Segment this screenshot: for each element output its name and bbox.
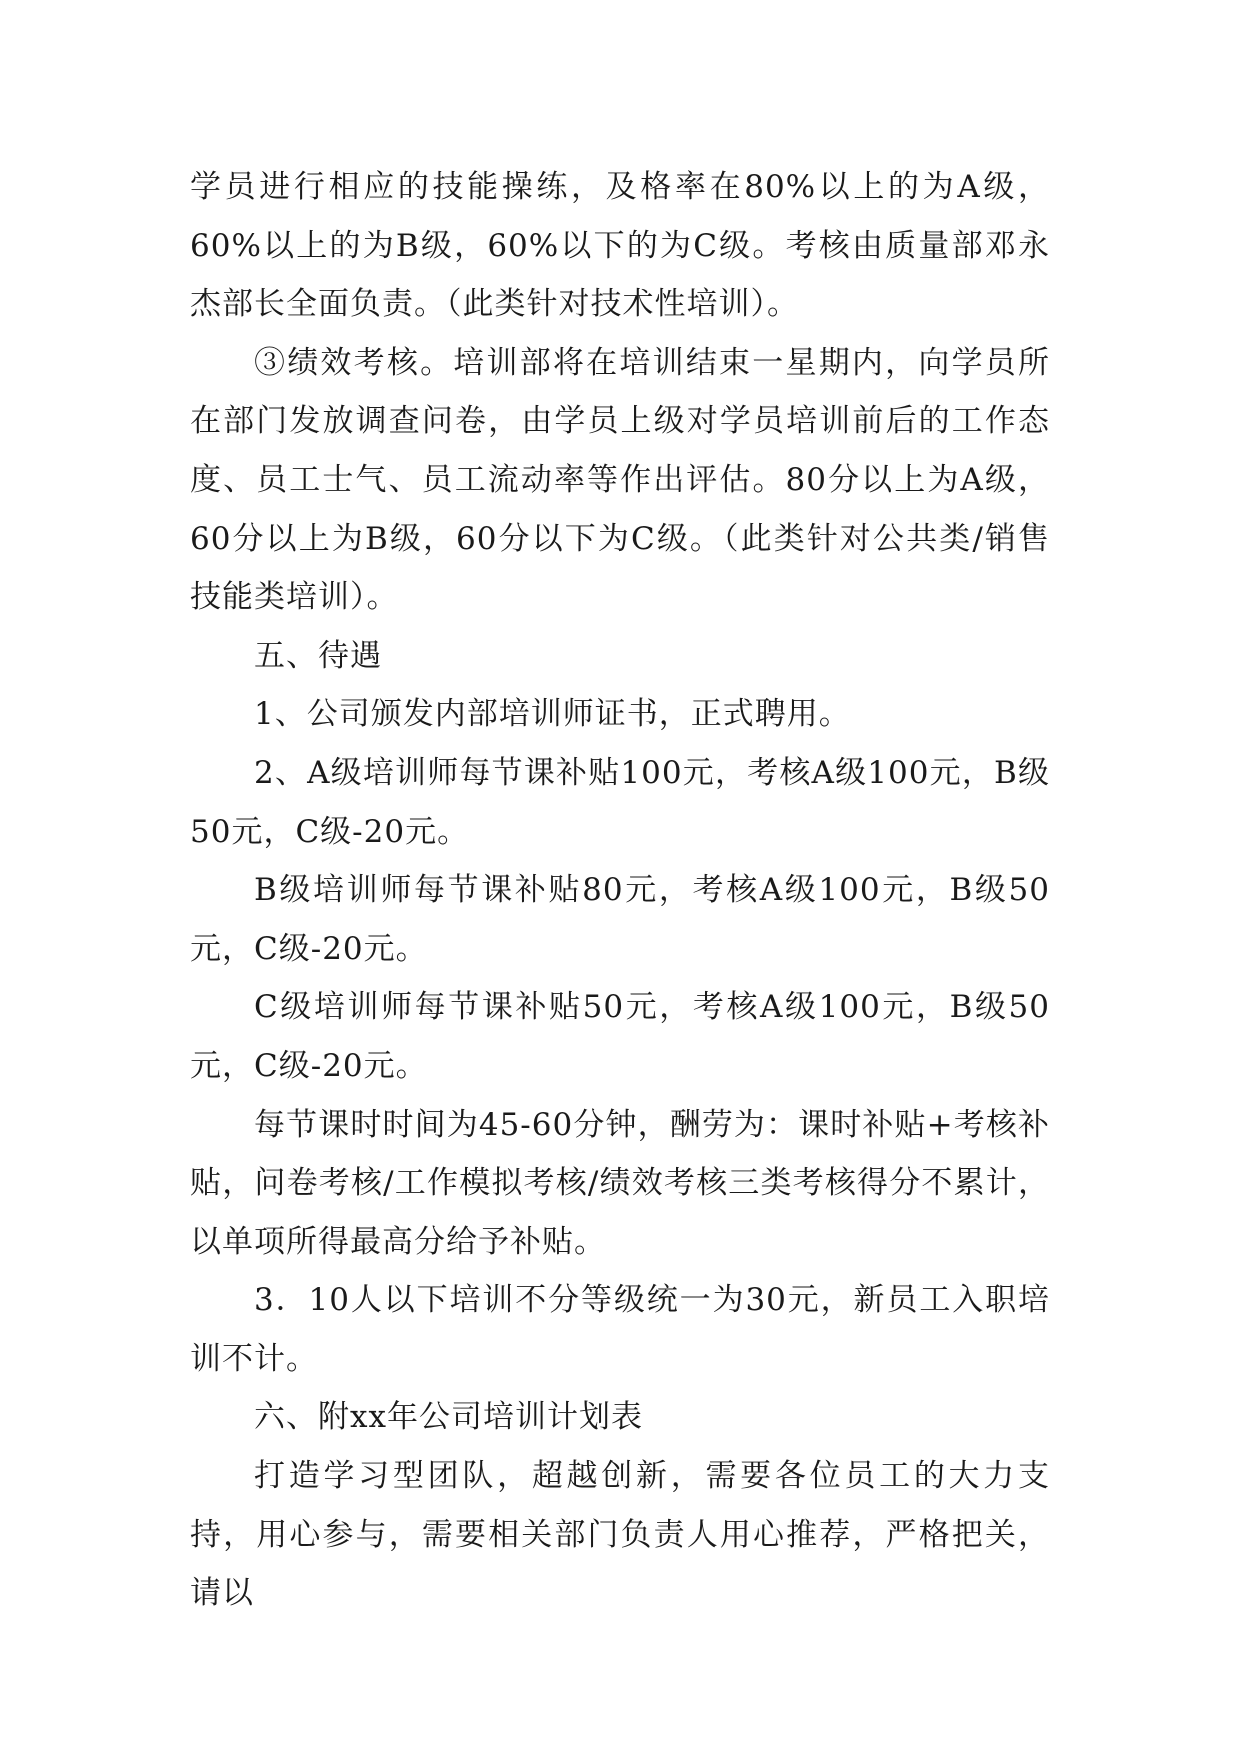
paragraph-a-level-subsidy: 2、A级培训师每节课补贴100元，考核A级100元，B级50元，C级-20元。: [190, 754, 1050, 850]
paragraph-b-level-subsidy: B级培训师每节课补贴80元，考核A级100元，B级50元，C级-20元。: [190, 872, 1050, 967]
paragraph-session-duration: 每节课时时间为45-60分钟，酬劳为：课时补贴+考核补贴，问卷考核/工作模拟考核/绩效考核三类考核得分不累计，以单项所得最高分给予补贴。: [190, 1106, 1050, 1260]
paragraph-small-group: 3．10人以下培训不分等级统一为30元，新员工入职培训不计。: [190, 1282, 1050, 1377]
section-heading-benefits: 五、待遇: [254, 637, 382, 674]
paragraph-performance-assessment: ③绩效考核。培训部将在培训结束一星期内，向学员所在部门发放调查问卷，由学员上级对学员培训前后的工作态度、员工士气、员工流动率等作出评估。80分以上为A级，60分以上为B级，60分以下为C级。（此类针对公共类/销售技能类培训）。: [190, 344, 1050, 616]
section-heading-training-plan: 六、附xx年公司培训计划表: [254, 1399, 643, 1436]
paragraph-assessment-continued: 学员进行相应的技能操练，及格率在80%以上的为A级，60%以上的为B级，60%以下的为C级。考核由质量部邓永杰部长全面负责。（此类针对技术性培训）。: [190, 169, 1050, 323]
paragraph-learning-team: 打造学习型团队，超越创新，需要各位员工的大力支持，用心参与，需要相关部门负责人用心推荐，严格把关，请以: [190, 1458, 1050, 1612]
paragraph-certificate: 1、公司颁发内部培训师证书，正式聘用。: [254, 696, 851, 733]
document-body: [190, 158, 1050, 1623]
paragraph-c-level-subsidy: C级培训师每节课补贴50元，考核A级100元，B级50元，C级-20元。: [190, 989, 1050, 1084]
